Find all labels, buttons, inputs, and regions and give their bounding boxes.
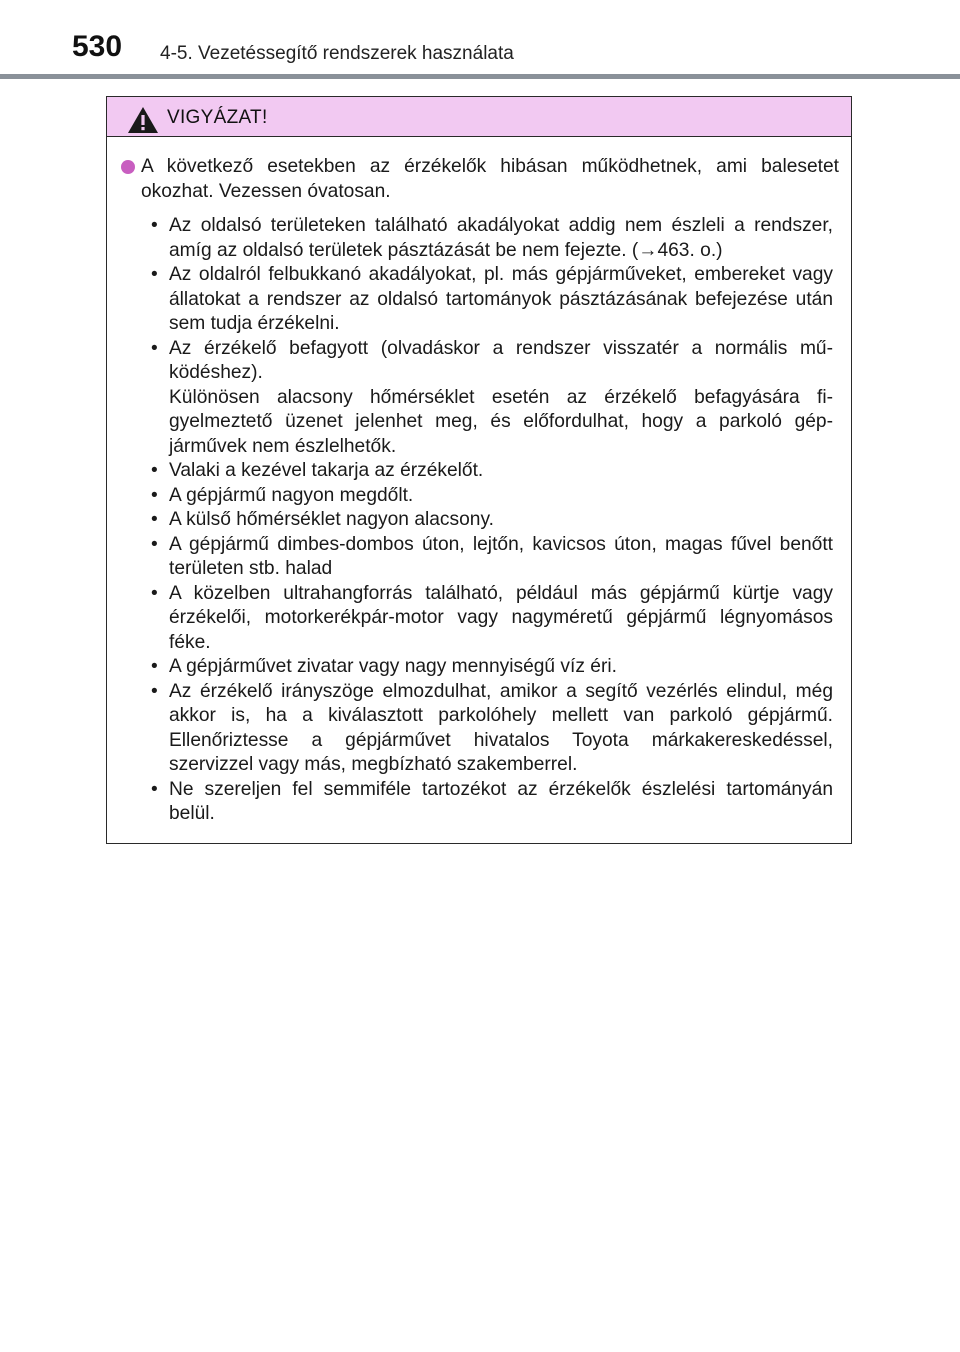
bullet-dot-icon: •	[151, 264, 158, 285]
bullet-circle-icon	[121, 160, 135, 174]
list-item	[121, 508, 839, 533]
list-item-text: A gépjármű nagyon megdőlt.	[169, 484, 414, 506]
caution-box	[106, 96, 852, 844]
list-item	[121, 533, 839, 582]
header-divider	[0, 74, 960, 79]
section-title: 4-5. Vezetéssegítő rendszerek használata	[160, 43, 514, 64]
list-item-text: Az oldalsó területeken található akadályokat addig nem észleli a rendszer, amíg az oldalsó területek pásztázását be nem fejezte. (→463. o.)	[169, 215, 833, 261]
list-item-text: Az érzékelő befagyott (olvadáskor a rendszer visszatér a normális működéshez).	[169, 337, 833, 383]
list-item	[121, 337, 839, 460]
list-item	[121, 214, 839, 263]
list-item	[121, 263, 839, 337]
bullet-dot-icon: •	[151, 582, 158, 604]
lead-item	[121, 155, 839, 204]
bullet-dot-icon: •	[151, 778, 158, 800]
bullet-dot-icon: •	[151, 656, 158, 677]
list-item-text: A külső hőmérséklet nagyon alacsony.	[169, 509, 494, 530]
list-item-text: A gépjármű dimbes-dombos úton, lejtőn, kavicsos úton, magas fűvel benőtt területen stb. halad	[169, 533, 833, 579]
caution-title: VIGYÁZAT!	[167, 107, 268, 128]
list-item	[121, 459, 839, 484]
caution-body	[107, 137, 851, 827]
list-item-text: Az érzékelő irányszöge elmozdulhat, amikor a segítő vezérlés elindul, még akkor is, ha a kiválasztott parkolóhely mellett van parkoló gépjármű. Ellenőriztesse a gépjárművet hivatalos Toyota márkakereskedéssel, szervizzel vagy más, megbízható szakemberrel.	[169, 680, 833, 775]
warning-triangle-icon	[127, 106, 159, 134]
page-number: 530	[72, 30, 123, 63]
list-item-text: A közelben ultrahangforrás található, például más gépjármű kürtje vagy érzékelői, motorkerékpár-motor vagy nagyméretű gépjármű légnyomásos féke.	[169, 582, 833, 653]
bullet-dot-icon: •	[151, 337, 158, 359]
caution-header	[107, 97, 851, 137]
list-item-text: A gépjárművet zivatar vagy nagy mennyiségű víz éri.	[169, 656, 617, 677]
list-item	[121, 778, 839, 827]
bullet-dot-icon: •	[151, 460, 158, 481]
lead-text: A következő esetekben az érzékelők hibásan működhetnek, ami balesetet okozhat. Vezessen óvatosan.	[141, 156, 839, 202]
bullet-dot-icon: •	[151, 509, 158, 530]
list-item-text: Az oldalról felbukkanó akadályokat, pl. más gépjárműveket, embereket vagy állatokat a rendszer az oldalsó tartományok pásztázásának befejezése után sem tudja érzékelni.	[169, 264, 833, 334]
list-item	[121, 484, 839, 509]
condition-list	[121, 214, 839, 827]
list-item	[121, 680, 839, 778]
list-item	[121, 655, 839, 680]
list-item-text: Ne szereljen fel semmiféle tartozékot az érzékelők észlelési tartományán belül.	[169, 778, 833, 824]
list-item	[121, 582, 839, 656]
bullet-dot-icon: •	[151, 484, 158, 506]
list-item-text: Valaki a kezével takarja az érzékelőt.	[169, 460, 484, 481]
bullet-dot-icon: •	[151, 215, 158, 236]
bullet-dot-icon: •	[151, 680, 158, 702]
list-item-note: Különösen alacsony hőmérséklet esetén az érzékelő befagyására figyelmeztető üzenet jelenhet meg, és előfordulhat, hogy a parkoló gépjárművek nem észlelhetők.	[169, 386, 833, 457]
bullet-dot-icon: •	[151, 533, 158, 555]
